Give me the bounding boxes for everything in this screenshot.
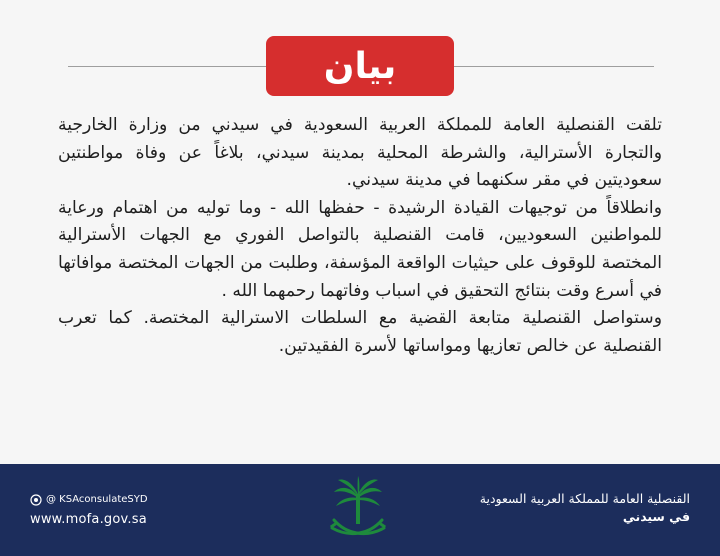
consulate-name-line1: القنصلية العامة للمملكة العربية السعودية	[479, 491, 690, 506]
consulate-name-line2: في سيدني	[622, 509, 690, 524]
consulate-name	[460, 490, 690, 526]
social-media-icon	[30, 494, 42, 506]
social-handle-row[interactable]	[30, 492, 148, 508]
statement-body	[58, 112, 662, 360]
page-title: بيان	[266, 36, 454, 96]
social-handle: @ KSAconsulateSYD	[46, 494, 148, 505]
statement-paragraph: وستواصل القنصلية متابعة القضية مع السلطات الاسترالية المختصة. كما تعرب القنصلية عن خالص تعازيها ومواساتها لأسرة الفقيدتين.	[58, 308, 662, 356]
title-row	[0, 30, 720, 98]
statement-paragraph: تلقت القنصلية العامة للمملكة العربية السعودية في سيدني من وزارة الخارجية والتجارة الأسترالية، والشرطة المحلية بمدينة سيدني، بلاغاً عن وفاة مواطنتين سعوديتين في مقر سكنهما في مدينة سيدني.	[58, 115, 662, 191]
title-divider-right	[454, 66, 654, 67]
title-divider-left	[68, 66, 268, 67]
website-link[interactable]: www.mofa.gov.sa	[30, 512, 147, 527]
footer-bar	[0, 464, 720, 556]
footer-contact	[30, 492, 148, 530]
saudi-emblem-palm-swords-icon	[322, 476, 394, 544]
statement-paragraph: وانطلاقاً من توجيهات القيادة الرشيدة - حفظها الله - وما توليه من اهتمام ورعاية للمواطنين السعوديين، قامت القنصلية بالتواصل الفوري مع الجهات الأسترالية المختصة للوقوف على حيثيات الواقعة المؤسفة، وطلبت من الجهات المختصة موافاتها في أسرع وقت بنتائج التحقيق في اسباب وفاتهما رحمهما الله .	[58, 197, 662, 301]
